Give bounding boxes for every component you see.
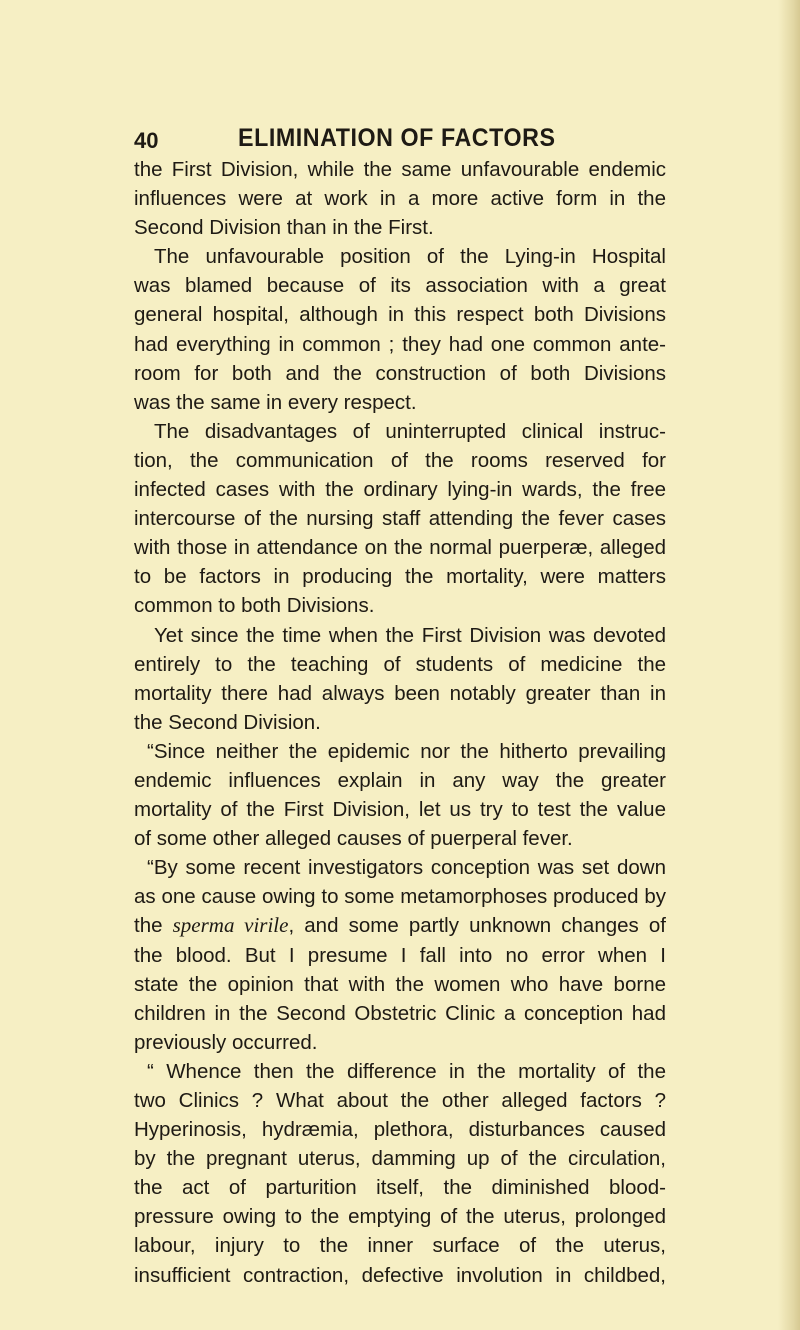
- text-line: tion, the communication of the rooms reserved for: [134, 448, 666, 472]
- text-line: by the pregnant uterus, damming up of the circulation,: [134, 1147, 666, 1171]
- text-line: pressure owing to the emptying of the uterus, prolonged: [134, 1205, 666, 1229]
- text-line: “ Whence then the difference in the mortality of the: [147, 1059, 666, 1083]
- text-line: “By some recent investigators conception was set down: [147, 856, 666, 880]
- text-line: as one cause owing to some metamorphoses produced by: [134, 885, 666, 909]
- text-line: two Clinics ? What about the other alleged factors ?: [134, 1089, 666, 1112]
- text-line: Yet since the time when the First Division was devoted: [154, 623, 666, 647]
- text-line: was the same in every respect.: [134, 390, 417, 414]
- text-line: intercourse of the nursing staff attending the fever cases: [134, 507, 666, 531]
- text-line: endemic influences explain in any way the greater: [134, 768, 666, 792]
- text-line: insufficient contraction, defective involution in childbed,: [134, 1263, 666, 1287]
- text-line: influences were at work in a more active form in the: [134, 187, 666, 211]
- text-line: The unfavourable position of the Lying-in Hospital: [154, 245, 666, 269]
- text-segment: the: [134, 914, 173, 938]
- text-line: mortality of the First Division, let us try to test the value: [134, 798, 666, 822]
- text-line: labour, injury to the inner surface of the uterus,: [134, 1234, 666, 1258]
- text-line: infected cases with the ordinary lying-in wards, the free: [134, 478, 666, 502]
- text-line: children in the Second Obstetric Clinic a conception had: [134, 1001, 666, 1025]
- text-line: The disadvantages of uninterrupted clinical instruc-: [154, 419, 666, 443]
- text-line: of some other alleged causes of puerperal fever.: [134, 827, 573, 851]
- text-line: with those in attendance on the normal puerperæ, alleged: [134, 536, 666, 560]
- text-line: the act of parturition itself, the diminished blood-: [134, 1176, 666, 1200]
- text-line: common to both Divisions.: [134, 594, 375, 618]
- text-line: the Second Division.: [134, 710, 321, 734]
- text-line: “Since neither the epidemic nor the hitherto prevailing: [147, 739, 666, 763]
- text-line: the blood. But I presume I fall into no error when I: [134, 943, 666, 967]
- text-line: general hospital, although in this respect both Divisions: [134, 303, 666, 327]
- body-text: [134, 155, 666, 1290]
- running-head: ELIMINATION OF FACTORS: [238, 124, 556, 152]
- text-line: had everything in common ; they had one common ante-: [134, 332, 666, 356]
- text-line: Second Division than in the First.: [134, 216, 434, 240]
- page-edge-shadow: [778, 0, 800, 1330]
- text-line: state the opinion that with the women who have borne: [134, 972, 666, 996]
- text-line: previously occurred.: [134, 1030, 318, 1054]
- text-line: was blamed because of its association with a great: [134, 274, 666, 298]
- text-line: room for both and the construction of both Divisions: [134, 361, 666, 385]
- page-header: [134, 124, 666, 158]
- text-line: mortality there had always been notably greater than in: [134, 681, 666, 705]
- text-line: [134, 911, 666, 940]
- text-line: entirely to the teaching of students of medicine the: [134, 652, 666, 676]
- italic-phrase: sperma virile: [172, 913, 289, 938]
- text-line: to be factors in producing the mortality, were matters: [134, 565, 666, 589]
- text-segment: , and some partly unknown changes of: [288, 914, 666, 938]
- text-line: the First Division, while the same unfavourable endemic: [134, 158, 666, 181]
- text-line: Hyperinosis, hydræmia, plethora, disturbances caused: [134, 1118, 666, 1142]
- page-number: 40: [134, 128, 159, 153]
